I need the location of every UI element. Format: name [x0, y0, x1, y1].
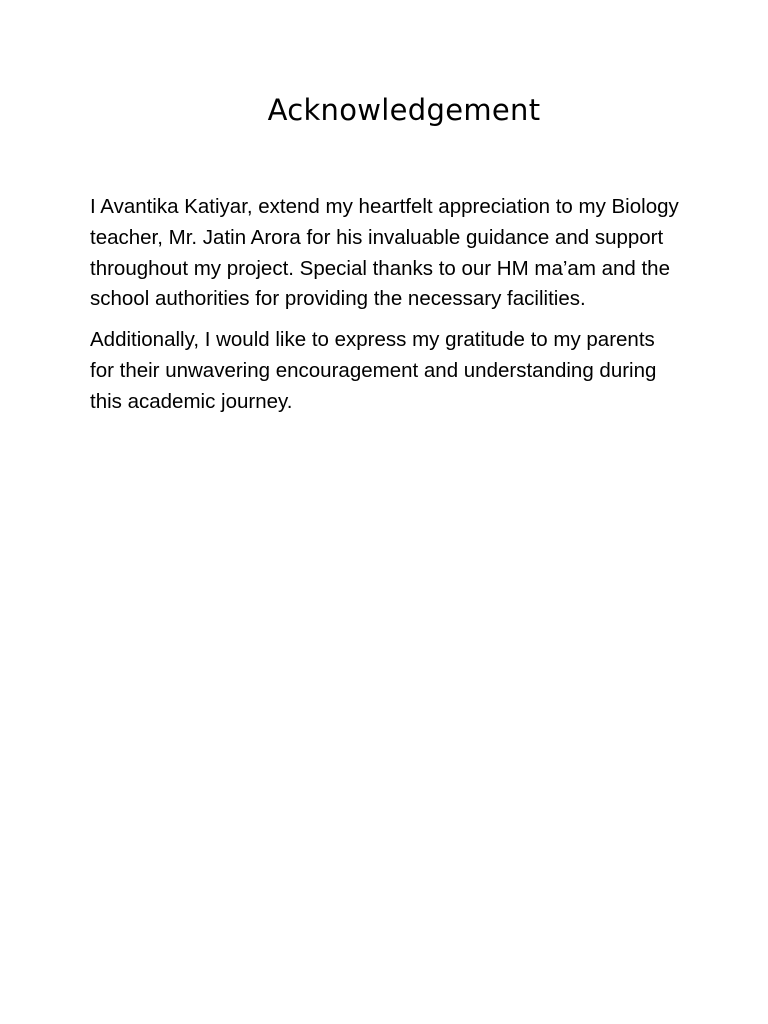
paragraph-gratitude: Additionally, I would like to express my gratitude to my parents for their unwavering encouragement and understanding during this academic journey. [90, 328, 657, 413]
paragraph-appreciation: I Avantika Katiyar, extend my heartfelt appreciation to my Biology teacher, Mr. Jatin Arora for his invaluable guidance and support throughout my project. Special thanks to our HM ma’am and the school authorities for providing the necessary facilities. [90, 195, 679, 311]
page-title: Acknowledgement [267, 93, 541, 127]
document-body [90, 192, 680, 418]
